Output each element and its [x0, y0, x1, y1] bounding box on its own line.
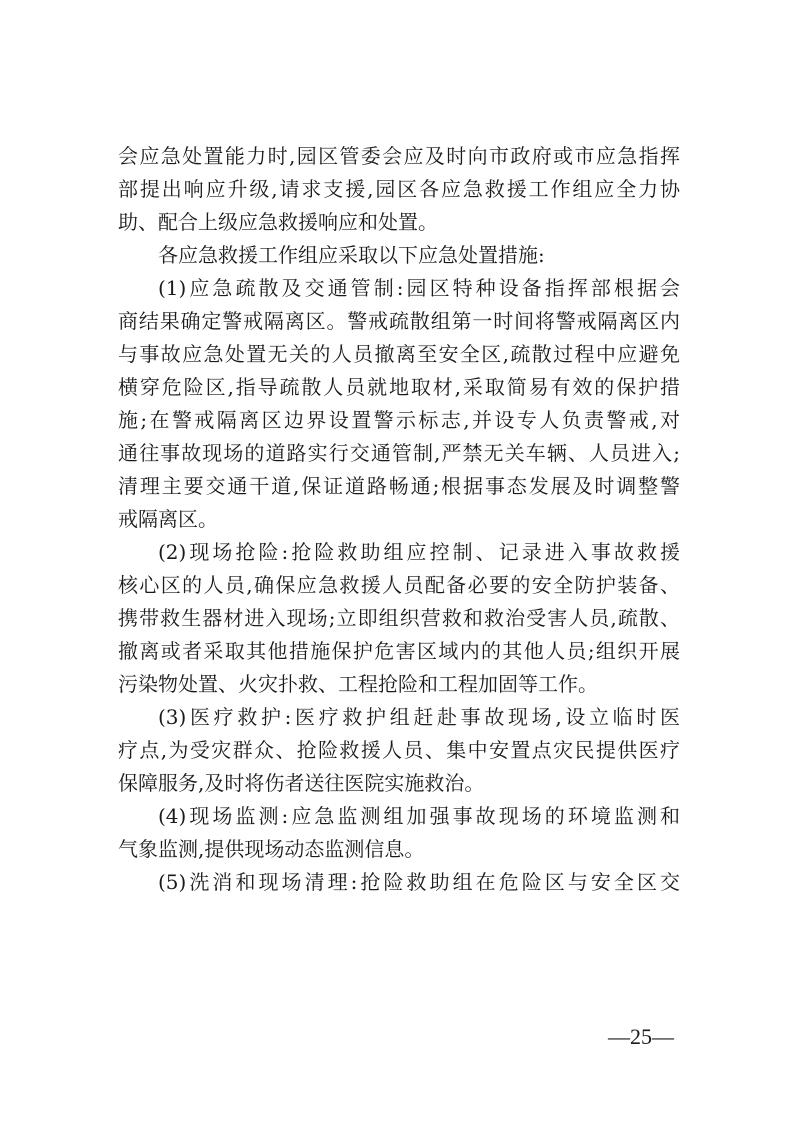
text-line: 戒隔离区。 [118, 507, 218, 531]
page-number: —25— [608, 1024, 674, 1049]
paragraph-p3 [118, 272, 680, 536]
text-line: 疗点,为受灾群众、抢险救援人员、集中安置点灾民提供医疗 [118, 738, 680, 762]
text-line: 污染物处置、火灾扑救、工程抢险和工程加固等工作。 [118, 672, 598, 696]
text-line: (3)医疗救护:医疗救护组赶赴事故现场,设立临时医 [158, 705, 680, 729]
body-text [118, 140, 680, 899]
text-line: 横穿危险区,指导疏散人员就地取材,采取简易有效的保护措 [118, 375, 680, 399]
paragraph-p2 [118, 239, 680, 272]
paragraph-p4 [118, 536, 680, 701]
text-line: 撤离或者采取其他措施保护危害区域内的其他人员;组织开展 [118, 639, 680, 663]
paragraph-p1 [118, 140, 680, 239]
text-line: 部提出响应升级,请求支援,园区各应急救援工作组应全力协 [118, 177, 680, 201]
text-line: 各应急救援工作组应采取以下应急处置措施: [158, 243, 545, 267]
text-line: 气象监测,提供现场动态监测信息。 [118, 837, 425, 861]
text-line: (5)洗消和现场清理:抢险救助组在危险区与安全区交 [158, 870, 680, 894]
text-line: (2)现场抢险:抢险救助组应控制、记录进入事故救援 [158, 540, 680, 564]
text-line: (1)应急疏散及交通管制:园区特种设备指挥部根据会 [158, 276, 680, 300]
text-line: 清理主要交通干道,保证道路畅通;根据事态发展及时调整警 [118, 474, 680, 498]
paragraph-p7 [118, 866, 680, 899]
text-line: 携带救生器材进入现场;立即组织营救和救治受害人员,疏散、 [118, 606, 680, 630]
text-line: 助、配合上级应急救援响应和处置。 [118, 210, 438, 234]
text-line: 施;在警戒隔离区边界设置警示标志,并设专人负责警戒,对 [118, 408, 680, 432]
text-line: 保障服务,及时将伤者送往医院实施救治。 [118, 771, 485, 795]
text-line: 核心区的人员,确保应急救援人员配备必要的安全防护装备、 [118, 573, 680, 597]
paragraph-p6 [118, 800, 680, 866]
text-line: 与事故应急处置无关的人员撤离至安全区,疏散过程中应避免 [118, 342, 680, 366]
paragraph-p5 [118, 701, 680, 800]
text-line: (4)现场监测:应急监测组加强事故现场的环境监测和 [158, 804, 680, 828]
text-line: 商结果确定警戒隔离区。警戒疏散组第一时间将警戒隔离区内 [118, 309, 680, 333]
text-line: 通往事故现场的道路实行交通管制,严禁无关车辆、人员进入; [118, 441, 680, 465]
text-line: 会应急处置能力时,园区管委会应及时向市政府或市应急指挥 [118, 144, 680, 168]
